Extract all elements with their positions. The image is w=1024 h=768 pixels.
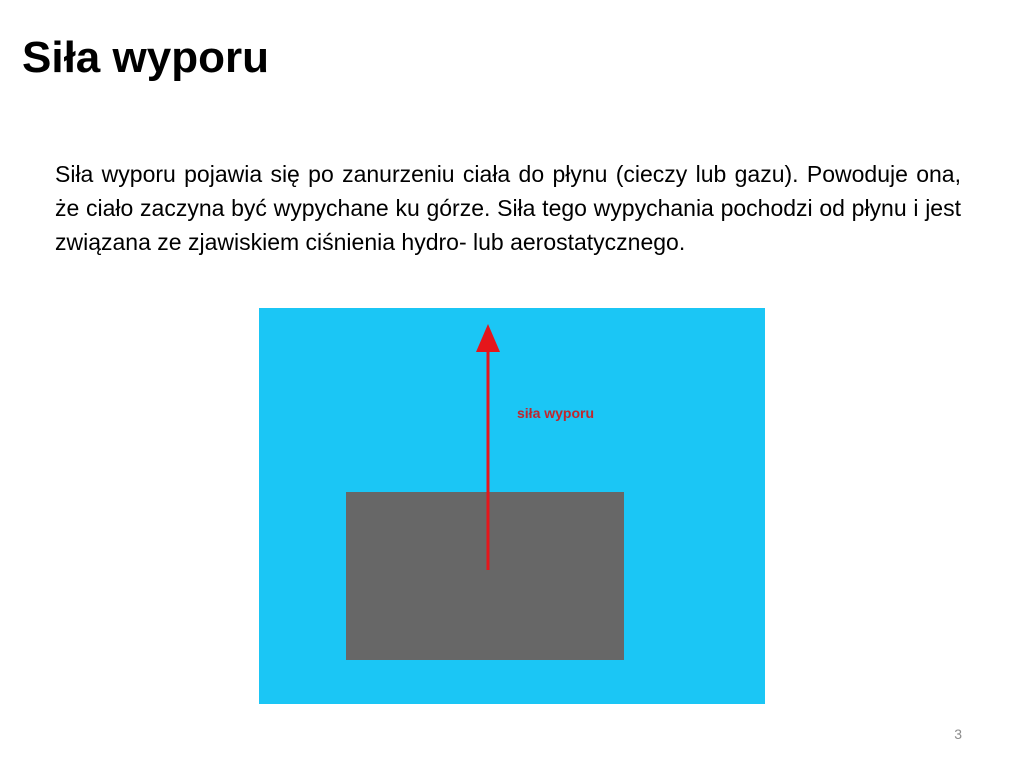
submerged-body xyxy=(346,492,624,660)
buoyancy-svg xyxy=(259,308,765,704)
force-label: siła wyporu xyxy=(517,405,595,421)
slide-title: Siła wyporu xyxy=(22,33,269,82)
page-number: 3 xyxy=(954,726,962,742)
slide-body-text: Siła wyporu pojawia się po zanurzeniu ciała do płynu (cieczy lub gazu). Powoduje ona, że ciało zaczyna być wypychane ku górze. Siła tego wypychania pochodzi od płynu i jest związana ze zjawiskiem ciśnienia hydro- lub aerostatycznego. xyxy=(55,161,961,255)
buoyancy-diagram xyxy=(259,308,765,704)
